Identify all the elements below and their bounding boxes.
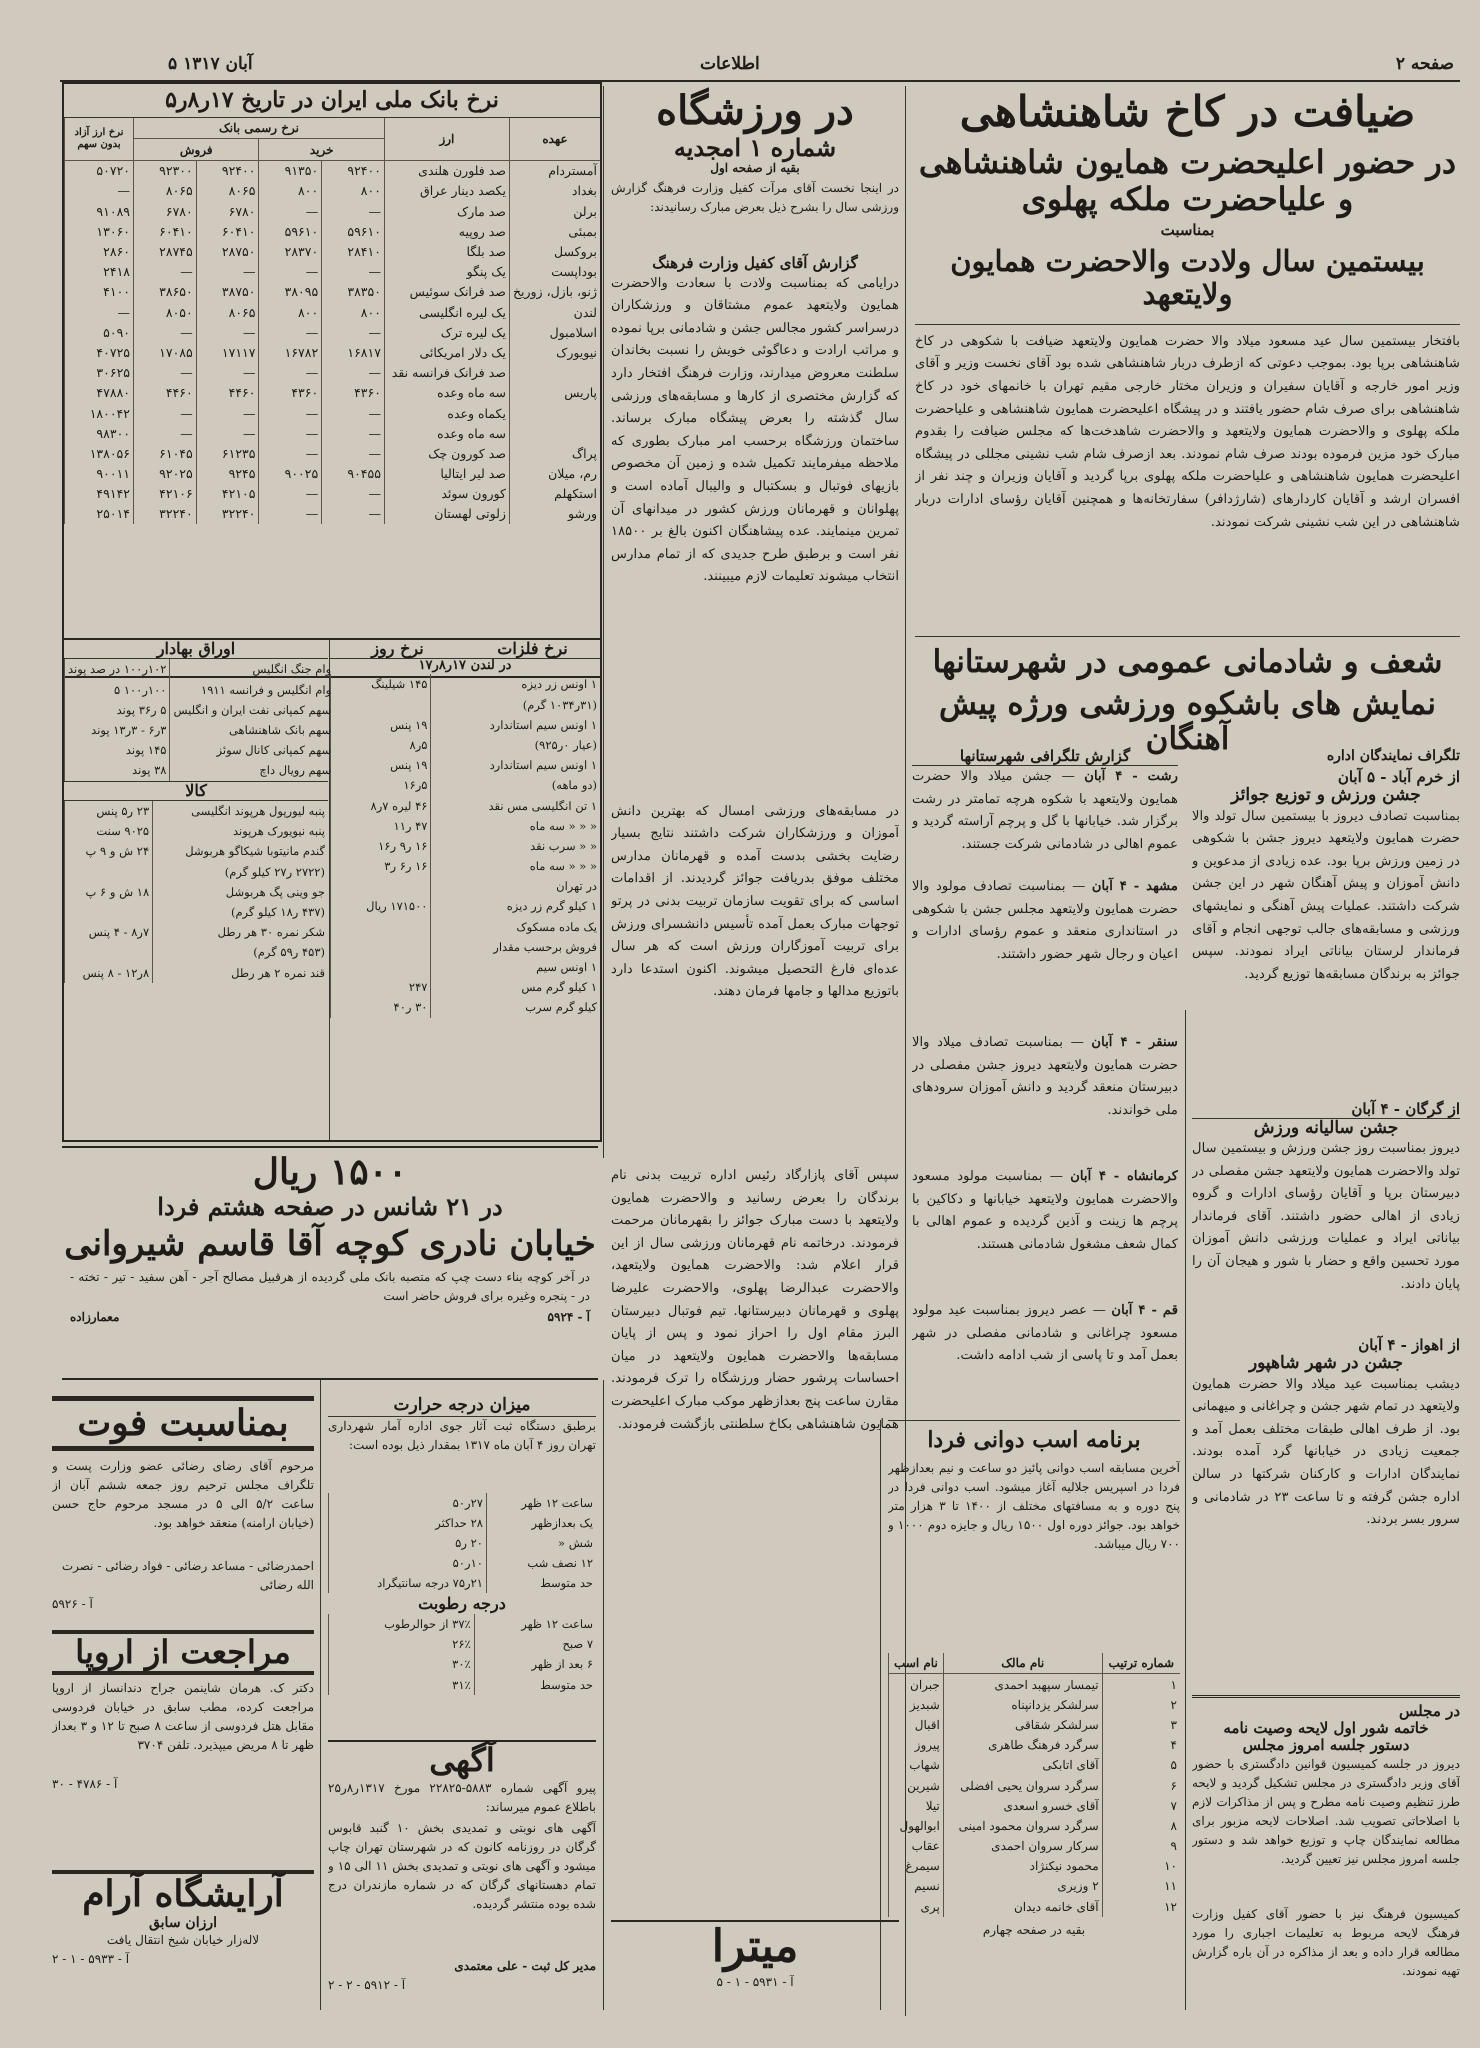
rate-row: رم، میلان صد لیر ایتالیا ۹۰۴۵۵ ۹۰۰۲۵ ۹۲۴۵ ۹۲۰۲۵ ۹۰۰۱۱ <box>65 463 601 483</box>
banquet-occasion: بمناسبت <box>1160 220 1215 239</box>
price-row: وام جنگ انگلیس ۱۰۲ر۱۰۰ در صد پوند <box>65 659 335 679</box>
majlis-body: دیروز در جلسه کمیسیون قوانین دادگستری با حضور آقای وزیر دادگستری در مجلس تشکیل گردید و لایحه طرز تنظیم وصیت نامه مطرح و پس از مذاکرات لازم با اصلاحاتی تصویب شد. اصلاحات لایحه مزبور برای مطالعه نمایندگان چاپ و توزیع خواهد شد و دستور جلسه امروز مجلس نیز تعیین گردید. <box>1192 1756 1460 1866</box>
price-row: شکر نمره ۳۰ هر رطل ۷ر۸ - ۴ پنس <box>65 922 329 942</box>
rate-row: برلن صد مارک — — ۶۷۸۰ ۶۷۸۰ ۹۱۰۸۹ <box>65 201 601 221</box>
qom-body: قم - ۴ آبان — عصر دیروز بمناسبت عید مولود مسعود چراغانی و شادمانی مفصلی در شهر بعمل آمد و تا پاسی از شب ادامه داشت. <box>912 1303 1178 1364</box>
price-row: « « سرب نقد ۱۶ ر۹ ر۱۶ <box>331 836 601 856</box>
celebration-right-column <box>1192 748 1460 1624</box>
horse-row: ۳ سرلشکر شقاقی اقبال <box>889 1715 1181 1735</box>
price-row: در تهران <box>331 876 601 896</box>
horse-row: ۵ آقای اتابکی شهاب <box>889 1755 1181 1775</box>
celebration-title-1: شعف و شادمانی عمومی در شهرستانها <box>932 644 1443 680</box>
lumber-ad-line2: در ۲۱ شانس در صفحه هشتم فردا <box>157 1192 503 1222</box>
metals-day-column: نرخ روز <box>371 639 424 658</box>
exchange-rates-box <box>62 82 602 678</box>
price-row: سهم بانک شاهنشاهی ۳ر۶ - ۳ر۱۳ پوند <box>65 720 335 740</box>
death-notice-family: احمدرضائی - مساعد رضائی - فواد رضائی - نصرت الله رضائی <box>61 1559 314 1593</box>
majlis-title-2: دستور جلسه امروز مجلس <box>1242 1736 1410 1755</box>
price-row: کیلو گرم سرب ۳۰ ر۴۰ <box>331 997 601 1017</box>
price-row: ۶ بعد از ظهر ۳۰٪ <box>329 1654 597 1674</box>
sports-title: در ورزشگاه <box>656 87 854 134</box>
majlis-section: در مجلس <box>1399 1702 1460 1720</box>
return-notice-body: دکتر ک. هرمان شاینمن جراح دندانساز از اروپا مراجعت کرده، مطب سابق در خیابان فردوسی مقابل هتل فردوسی از ساعت ۸ صبح تا ۱۲ و ۳ بعداز ظهر تا ۸ مریض میپذیرد. تلفن ۳۷۰۴ <box>52 1680 314 1752</box>
sports-intro: در اینجا نخست آقای مرآت کفیل وزارت فرهنگ گزارش ورزشی سال را بشرح ذیل بعرض مبارک رسانیدند: <box>611 181 899 215</box>
metals-london: در لندن ۱۷ر۸ر۱۷ <box>418 658 512 674</box>
banquet-subtitle-3: بیستمین سال ولادت والاحضرت همایون ولایتعهد <box>950 244 1425 312</box>
price-row: شش « ۲۰ ر۵ <box>329 1533 597 1553</box>
horse-row: ۶ سرگرد سروان یحیی افضلی شیرین <box>889 1775 1181 1795</box>
horse-race-intro: آخرین مسابقه اسب دوانی پائیز دو ساعت و نیم بعدازظهر فردا در اسپریس جلالیه آغاز میشود. اسب دوانی فردا در پنج دوره و به مسافتهای مختلف از ۱۴۰۰ تا ۳ هزار متر خواهد بود. جوائز دوره اول ۱۵۰۰ ریال و جایزه دوم ۱۰۰۰ و ۷۰۰ ریال میباشد. <box>888 1461 1180 1552</box>
death-notice-code: آ - ۵۹۲۶ <box>52 1597 93 1612</box>
sports-body-2: درایامی که بمناسبت ولادت با سعادت والاحضرت همایون ولایتعهد عموم مشتاقان و ورزشکاران درسراسر کشور مجالس جشن و شادمانی برپا نموده و مراتب ارادت و دعاگوئی خویش را نسبت بخاندان سلطنت معروض میدارند، وزارت فرهنگ افتخار دارد که گزارش مختصری از کارها و مسابقه‌های ورزشی سال گذشته را بعرض پیشگاه مبارک برساند. ساختمان ورزشگاه برحسب امر مبارک بطوری که ملاحظه میفرمایند تکمیل شده و زمین آن مخصوص بازیهای فوتبال و بسکتبال و والیبال آماده است و پهلوانان و قهرمانان ورزش کشور در میدانهای آن تمرین مینمایند. عده پیشاهنگان اکنون بالغ بر ۱۸۵۰۰ نفر است و برطبق طرح جدیدی که از تمام مدارس انتخاب میشوند تعلیمات لازم میبینند. <box>611 275 899 585</box>
goods-table <box>64 801 328 983</box>
lumber-ad-title: خیابان نادری کوچه آقا قاسم شیروانی <box>64 1223 596 1264</box>
mitra-ad-code: آ - ۵۹۳۱ - ۱ - ۵ <box>716 1974 794 1989</box>
horse-race-footer: بقیه در صفحه چهارم <box>982 1922 1086 1937</box>
price-row: « « « سه ماه ۴۷ ر۱۱ <box>331 816 601 836</box>
banquet-title: ضیافت در کاخ شاهنشاهی <box>959 87 1416 136</box>
temperature-intro: برطبق دستگاه ثبت آثار جوی اداره آمار شهرداری تهران روز ۴ آبان ماه ۱۳۱۷ بمقدار ذیل بوده است: <box>328 1418 596 1452</box>
horse-row: ۸ سرگرد سروان محمود امینی ابوالهول <box>889 1816 1181 1836</box>
lumber-ad-contact: معمارزاده <box>70 1310 120 1325</box>
price-row: ۷ صبح ۲۶٪ <box>329 1634 597 1654</box>
rate-row: بغداد یکصد دینار عراق ۸۰۰ ۸۰۰ ۸۰۶۵ ۸۰۶۵ — <box>65 181 601 201</box>
price-row: « « « سه ماه ۱۶ ر۶ ر۳ <box>331 856 601 876</box>
price-row: سهم رویال داچ ۳۸ پوند <box>65 760 335 780</box>
rate-row: بوداپست یک پنگو — — — — ۲۴۱۸ <box>65 262 601 282</box>
horse-row: ۴ سرگرد فرهنگ طاهری پیروز <box>889 1735 1181 1755</box>
salon-ad <box>52 1870 314 1969</box>
horse-row: ۱۰ محمود نیکنژاد سیمرغ <box>889 1856 1181 1876</box>
official-notice-sign: مدیر کل ثبت - علی معتمدی <box>454 1958 596 1973</box>
celebration-article <box>915 645 1460 758</box>
salon-ad-sub: ارزان سابق <box>148 1915 218 1932</box>
price-row: (۴۳۷ ر۱۸ کیلو گرم) <box>65 902 329 922</box>
sports-body-4: سپس آقای پازارگاد رئیس اداره تربیت بدنی نام برندگان را بعرض رسانید و والاحضرت همایون ولایتعهد با دست مبارک جوائز را بقهرمانان مرحمت فرمودند. درخاتمه نام قهرمانان ورزشی سال از این قرار اعلام شد: والاحضرت همایون ولایتعهد، والاحضرت عبدالرضا پهلوی، والاحضرت علیرضا پهلوی و قهرمانان دبیرستانها. تیم فوتبال دبیرستان البرز مقام اول را احراز نمود و پس از پایان مسابقه‌ها والاحضرت همایون ولایتعهد در میان احساسات پرشور حضار ورزشگاه را ترک فرمودند. مقارن ساعت پنج بعدازظهر موکب مبارک اعلیحضرت همایون شاهنشاهی بکاخ سلطنتی بازگشت فرمودند. <box>611 1168 899 1432</box>
return-notice-title: مراجعت از اروپا <box>52 1630 314 1675</box>
official-notice-body: آگهی های نوبتی و تمدیدی بخش ۱۰ گنبد قابوس گرگان در روزنامه کانون که در شهرستان تهران چاپ میشود و آگهی های نوبتی و تمدیدی بخش ۱۱ الی ۱۵ و تمام دهستانهای گرگان که در شماره مازندران درج شده بوده منتشر گردیده. <box>328 1820 596 1911</box>
horse-row: ۱ تیمسار سپهبد احمدی جبران <box>889 1674 1181 1695</box>
metals-table <box>330 674 600 1017</box>
temperature-box <box>328 1396 596 1695</box>
lumber-ad-body: در آخر کوچه بناء دست چپ که متصبه بانک ملی گردیده از هرقبیل مصالح آجر - آهن سفید - تیر - تخته - در - پنجره وغیره برای فروش حاضر است <box>70 1270 590 1304</box>
khorram-subheading: جشن ورزش و توزیع جوائز <box>1231 785 1421 805</box>
price-row: گندم مانیتوبا شیکاگو هربوشل ۲۴ ش و ۹ پ <box>65 841 329 861</box>
bonds-section <box>64 639 332 1140</box>
metals-bonds-box <box>62 638 602 1142</box>
rasht-body: رشت - ۴ آبان — جشن میلاد والا حضرت همایون ولایتعهد با شکوه هرچه تمامتر در رشت برگزار شد. خیابانها با گل و پرچم آراسته گردید و عموم اهالی در شادمانی شرکت جستند. <box>912 769 1178 853</box>
gorgan-heading: از گرگان - ۴ آبان <box>1351 1099 1460 1118</box>
metals-title: نرخ فلزات <box>497 639 568 658</box>
horse-race <box>888 1420 1180 1940</box>
goods-title: کالا <box>64 781 328 801</box>
price-row: (۴۵۳ ر۵۹ گرم) <box>65 942 329 962</box>
banquet-subtitle-1: در حضور اعلیحضرت همایون شاهنشاهی <box>918 143 1457 182</box>
page-number: صفحه ۲ <box>1395 54 1454 74</box>
city-reports-column <box>912 748 1178 1410</box>
majlis-title-1: خاتمه شور اول لایحه وصیت نامه <box>1223 1719 1429 1737</box>
gorgan-subheading: جشن سالیانه ورزش <box>1192 1118 1460 1139</box>
horse-row: ۱۱ ۲ وزیری نسیم <box>889 1876 1181 1896</box>
rate-row: استکهلم کورون سوئد — — ۴۲۱۰۵ ۴۲۱۰۶ ۴۹۱۴۲ <box>65 484 601 504</box>
horse-row: ۱۲ آقای خانمه دیدان پری <box>889 1897 1181 1917</box>
rate-row: پراگ صد کورون چک — — ۶۱۲۳۵ ۶۱۰۴۵ ۱۳۸۰۵۶ <box>65 443 601 463</box>
issue-date: ۵ آبان ۱۳۱۷ <box>168 54 253 74</box>
sports-article <box>611 88 899 1163</box>
price-row: یک ماده مسکوک <box>331 917 601 937</box>
price-row: ساعت ۱۲ ظهر ۳۷٪ از حوالرطوب <box>329 1614 597 1634</box>
price-row: جو وینی پگ هربوشل ۱۸ ش و ۶ پ <box>65 882 329 902</box>
mashhad-body: مشهد - ۴ آبان — بمناسبت تصادف مولود والا حضرت همایون ولایتعهد مجلس جشن با شکوهی در استانداری منعقد و عموم رؤسای ادارات و اعیان و رجال شهر حضور داشتند. <box>912 879 1178 963</box>
price-row: ۱ کیلو گرم مس ۲۴۷ <box>331 977 601 997</box>
city-reports-heading: گزارش تلگرافی شهرستانها <box>912 748 1178 766</box>
horse-race-table: شماره ترتیب نام مالک نام اسب ۱ تیمسار سپهبد احمدی جبران ۲ سرلشکر یزدانپناه شبدیز ۳ سرلشکر شقاقی اقبال ۴ سرگرد فرهنگ طاهری پیروز ۵ آقای اتابکی شهاب ۶ سرگرد سروان یحیی افضلی شیرین ۷ آقای خسرو اسعدی تیلا ۸ سرگرد سروان محمود امینی ابوالهول ۹ سرکار سروان احمدی عقاب ۱۰ محمود نیکنژاد سیمرغ ۱۱ ۲ وزیری نسیم ۱۲ آقای خانمه دیدان پری <box>888 1653 1180 1916</box>
metals-section <box>329 640 600 1140</box>
mitra-ad-title: میترا <box>711 1921 799 1972</box>
rate-row: صد فرانک فرانسه نقد — — — — ۳۰۶۲۵ <box>65 363 601 383</box>
official-notice-title: آگهی <box>328 1740 596 1779</box>
price-row: پنبه لیورپول هرپوند انگلیسی ۲۳ ر۵ پنس <box>65 801 329 821</box>
death-notice-body: مرحوم آقای رضای رضائی عضو وزارت پست و تلگراف مجلس ترحیم روز جمعه ششم آبان از ساعت ۵/۲ الی ۵ در مسجد مرحوم حاج حسن (خیابان ارامنه) منعقد خواهد بود. <box>52 1459 314 1531</box>
majlis-extra: کمیسیون فرهنگ نیز با حضور آقای کفیل وزارت فرهنگ لایحه مربوط به تعلیمات اجباری را مورد مطالعه قرار داده و بعد از مذاکره در آن باره گزارش تهیه نمودند. <box>1192 1906 1460 1978</box>
price-row: قند نمره ۲ هر رطل ۸ر۱۲ - ۸ پنس <box>65 962 329 982</box>
price-row: ۱ تن انگلیسی مس نقد ۴۶ لیره ۷ر۸ <box>331 795 601 815</box>
rate-row: ژنو، بازل، زوریخ صد فرانک سوئیس ۳۸۳۵۰ ۳۸۰۹۵ ۳۸۷۵۰ ۳۸۶۵۰ ۴۱۰۰ <box>65 282 601 302</box>
newspaper-name: اطلاعات <box>700 54 760 74</box>
rate-row: بروکسل صد بلگا ۲۸۴۱۰ ۲۸۳۷۰ ۲۸۷۵۰ ۲۸۷۴۵ ۲۸۶۰ <box>65 241 601 261</box>
gorgan-body: دیروز بمناسبت روز جشن ورزش و بیستمین سال تولد والاحضرت همایون ولایتعهد جشن مفصلی در دبیرستان برپا و آقایان رؤسای ادارات و گروه زیادی از اهالی حضور داشتند. آقای فرماندار بیاناتی ایراد و عملیات ورزشی دانش آموزان مورد تحسین واقع و حضار با شور و هیجان آن را پایان دادند. <box>1192 1141 1460 1292</box>
horse-row: ۲ سرلشکر یزدانپناه شبدیز <box>889 1695 1181 1715</box>
death-notice <box>52 1396 314 1614</box>
rate-row: سه ماه وعده — — — — ۹۸۳۰۰ <box>65 423 601 443</box>
horse-row: ۹ سرکار سروان احمدی عقاب <box>889 1836 1181 1856</box>
horse-row: ۷ آقای خسرو اسعدی تیلا <box>889 1796 1181 1816</box>
salon-ad-body: لاله‌زار خیابان شیخ انتقال یافت <box>106 1933 260 1948</box>
price-row: پنبه نیویورک هرپوند ۹۰۲۵ سنت <box>65 821 329 841</box>
return-notice <box>52 1630 314 1794</box>
rate-row: یکماه وعده — — — — ۱۸۰۰۴۲ <box>65 403 601 423</box>
ahvaz-heading: از اهواز - ۴ آبان <box>1358 1336 1460 1355</box>
price-row: ۱ کیلو گرم زر دیزه ۱۷۱۵۰۰ ریال <box>331 896 601 916</box>
mitra-ad <box>611 1920 899 2012</box>
rates-table: عهده ارز نرخ رسمی بانک نرخ ارز آزاد بدون سهم خرید فروش آمستردام صد فلورن هلندی ۹۲۴۰۰ ۹۱۳۵۰ ۹۲۴۰۰ ۹۲۳۰۰ ۵۰۷۲۰ بغداد یکصد دینار عراق ۸۰۰ ۸۰۰ ۸۰۶۵ ۸۰۶۵ — برلن صد مارک — — ۶۷۸۰ ۶۷۸۰ ۹۱۰۸۹ بمبئی صد روپیه ۵۹۶۱۰ ۵۹۶۱۰ ۶۰۴۱۰ ۶۰۴۱۰ ۱۳۰۶۰ بروکسل صد بلگا ۲۸۴۱۰ ۲۸۳۷۰ ۲۸۷۵۰ ۲۸۷۴۵ ۲۸۶۰ بوداپست یک پنگو — — — — ۲۴۱۸ ژنو، بازل، زوریخ صد فرانک سوئیس ۳۸۳۵۰ ۳۸۰۹۵ ۳۸۷۵۰ ۳۸۶۵۰ ۴۱۰۰ لندن یک لیره انگلیسی ۸۰۰ ۸۰۰ ۸۰۶۵ ۸۰۵۰ — اسلامبول یک لیره ترک — — — — ۵۰۹۰ نیویورک یک دلار امریکائی ۱۶۸۱۷ ۱۶۷۸۲ ۱۷۱۱۷ ۱۷۰۸۵ ۴۰۷۲۵ صد فرانک فرانسه نقد — — — — ۳۰۶۲۵ پاریس سه ماه وعده ۴۳۶۰ ۴۳۶۰ ۴۴۶۰ ۴۴۶۰ ۴۷۸۸۰ یکماه وعده — — — — ۱۸۰۰۴۲ سه ماه وعده — — — — ۹۸۳۰۰ پراگ صد کورون چک — — ۶۱۲۳۵ ۶۱۰۴۵ ۱۳۸۰۵۶ رم، میلان صد لیر ایتالیا ۹۰۴۵۵ ۹۰۰۲۵ ۹۲۴۵ ۹۲۰۲۵ ۹۰۰۱۱ استکهلم کورون سوئد — — ۴۲۱۰۵ ۴۲۱۰۶ ۴۹۱۴۲ ورشو زلوتی لهستان — — ۳۲۲۴۰ ۳۲۲۴۰ ۲۵۰۱۴ <box>64 118 600 524</box>
rate-row: اسلامبول یک لیره ترک — — — — ۵۰۹۰ <box>65 322 601 342</box>
sports-subtitle: شماره ۱ امجدیه <box>673 133 837 162</box>
rate-row: ورشو زلوتی لهستان — — ۳۲۲۴۰ ۳۲۲۴۰ ۲۵۰۱۴ <box>65 504 601 524</box>
lumber-ad-code: آ - ۵۹۲۴ <box>547 1310 590 1325</box>
official-notice-ref: پیرو آگهی شماره ۵۸۸۳-۲۲۸۲۵ مورخ ۱۳۱۷ر۸ر۲۵ باطلاع عموم میرساند: <box>328 1780 596 1814</box>
price-row: حد متوسط ۳۱٪ <box>329 1674 597 1694</box>
ahvaz-subheading: جشن در شهر شاهپور <box>1248 1353 1404 1374</box>
price-row: ۱ اونس سیم استاندارد ۱۹ پنس <box>331 755 601 775</box>
ahvaz-body: دیشب بمناسبت عید میلاد والا حضرت همایون ولایتعهد در تمام شهر جشن و چراغانی و میهمانی بود. از طرف اهالی طبقات مختلف بعمل آمد و جمعیت زیادی در خیابانها گرد آمده بودند. نمایندگان ادارات و کارکنان شرکتها در سالن اداره جشن گرفته و تا ساعت ۲۳ در شادمانی و سرور بسر بردند. <box>1192 1376 1460 1528</box>
bonds-title: اوراق بهادار <box>64 640 328 659</box>
temperature-table <box>328 1493 596 1594</box>
rate-row: پاریس سه ماه وعده ۴۳۶۰ ۴۳۶۰ ۴۴۶۰ ۴۴۶۰ ۴۷۸۸۰ <box>65 383 601 403</box>
salon-ad-code: آ - ۵۹۳۳ - ۱ - ۲ <box>52 1952 130 1967</box>
return-notice-code: آ - ۴۷۸۶ - ۳۰ <box>52 1776 118 1791</box>
sports-body-3: در مسابقه‌های ورزشی امسال که بهترین دانش آموزان و ورزشکاران شرکت داشتند نتایج بسیار رضایت بخشی بدست آمده و قهرمانان مدارس مختلف موفق بدریافت جوائز گردیدند. از اقدامات اساسی که برای تقویت سازمان تربیت بدنی در پرتو توجهات مبارک بعمل آمده تأسیس دانشسرای ورزش برای تربیت آموزگاران ورزش است که هر سال عده‌ای فارغ التحصیل میشوند. اکنون استدعا دارد باتوزیع مدالها و جامها فرمان دهند. <box>611 803 899 1000</box>
sports-continued: بقیه از صفحه اول <box>710 160 800 175</box>
humidity-title: درجه رطوبت <box>418 1594 506 1614</box>
khorram-heading: از خرم آباد - ۵ آبان <box>1337 768 1460 786</box>
lumber-ad <box>62 1146 598 1380</box>
rates-title: نرخ بانک ملی ایران در تاریخ ۱۷ر۸ر۵ <box>64 84 600 118</box>
rate-row: لندن یک لیره انگلیسی ۸۰۰ ۸۰۰ ۸۰۶۵ ۸۰۵۰ — <box>65 302 601 322</box>
price-row: (۳۱ر۱۰۳۴ گرم) <box>331 695 601 715</box>
bonds-table <box>64 659 334 780</box>
humidity-table <box>328 1614 596 1695</box>
horse-race-title: برنامه اسب دوانی فردا <box>927 1427 1141 1453</box>
price-row: (۲۷۲۲ ر۲۷ کیلو گرم) <box>65 861 329 881</box>
rate-row: آمستردام صد فلورن هلندی ۹۲۴۰۰ ۹۱۳۵۰ ۹۲۴۰۰ ۹۲۳۰۰ ۵۰۷۲۰ <box>65 160 601 181</box>
death-notice-title: بمناسبت فوت <box>52 1396 314 1451</box>
sports-article-cont <box>611 1165 899 2005</box>
price-row: حد متوسط ۲۱ر۷۵ درجه سانتیگراد <box>329 1573 597 1593</box>
sonqor-body: سنقر - ۴ آبان — بمناسبت تصادف میلاد والا حضرت همایون ولایتعهد دیروز جشن مفصلی در دبیرستان منعقد گردید و دانش آموزان سرودهای ملی خواندند. <box>912 1035 1178 1119</box>
price-row: ساعت ۱۲ ظهر ۲۷ر۵۰ <box>329 1493 597 1513</box>
banquet-article <box>915 88 1460 641</box>
banquet-body: بافتخار بیستمین سال عید مسعود میلاد والا حضرت همایون ولایتعهد ضیافت با شکوهی در کاخ شاهنشاهی برپا بود. بموجب دعوتی که ازطرف دربار شاهنشاهی شده بود آقای نخست وزیر و آقای وزیر امور خارجه و آقایان سفیران و وزیران مختار خارجی مقیم تهران با خانمهای خود در کاخ شاهنشاهی برای صرف شام حضور یافتند و در پیشگاه اعلیحضرت همایون شاهنشاهی و علیاحضرت ملکه پهلوی و والاحضرت همایون ولایتعهد و والاحضرت شاهدخت‌ها که مجلس ضیافت را بقدوم مبارک خود مزین فرموده بودند صرف شام نمودند. بعد ازصرف شام شب نشینی مجللی در پیشگاه اعلیحضرت همایون شاهنشاهی و علیاحضرت ملکه پهلوی برپا گردید و آقایان وزیران و چند نفر از افسران ارشد و آقایان کاردارهای (شارژدافر) سفارتخانه‌ها و همچنین آقایان رؤسای ادارات دربار شاهنشاهی در این شب نشینی شرکت نمودند. <box>915 324 1460 641</box>
rate-row: نیویورک یک دلار امریکائی ۱۶۸۱۷ ۱۶۷۸۲ ۱۷۱۱۷ ۱۷۰۸۵ ۴۰۷۲۵ <box>65 342 601 362</box>
salon-ad-title: آرایشگاه آرام <box>52 1870 314 1915</box>
banquet-subtitle-2: و علیاحضرت ملکه پهلوی <box>1021 180 1354 219</box>
rate-row: بمبئی صد روپیه ۵۹۶۱۰ ۵۹۶۱۰ ۶۰۴۱۰ ۶۰۴۱۰ ۱۳۰۶۰ <box>65 221 601 241</box>
official-notice <box>328 1740 596 1995</box>
price-row: وام انگلیس و فرانسه ۱۹۱۱ ۱۰۰ر۱۰۰ ۵ <box>65 680 335 700</box>
telegraph-label: تلگراف نمایندگان اداره <box>1326 748 1460 764</box>
price-row: فروش برحسب مقدار <box>331 937 601 957</box>
sports-report-title: گزارش آقای کفیل وزارت فرهنگ <box>652 254 858 273</box>
price-row: سهم کمپانی کانال سوئز ۱۴۵ پوند <box>65 740 335 760</box>
price-row: ۱ اونس زر دیزه ۱۴۵ شیلینگ <box>331 674 601 694</box>
price-row: (عیار ۰ر۹۲۵) ۵ر۸ <box>331 735 601 755</box>
official-notice-code: آ - ۵۹۱۲ - ۲ - ۲ <box>328 1977 406 1992</box>
price-row: ۱ اونس سیم استاندارد ۱۹ پنس <box>331 715 601 735</box>
page-header <box>60 52 1460 82</box>
price-row: سهم کمپانی نفت ایران و انگلیس ۵ ر۳۶ پوند <box>65 700 335 720</box>
lumber-ad-price: ۱۵۰۰ ریال <box>252 1151 408 1193</box>
celebration-title-2: نمایش های باشکوه ورزشی ورژه پیش آهنگان <box>939 685 1436 758</box>
price-row: ۱ اونس سیم <box>331 957 601 977</box>
price-row: ۱۲ نصف شب ۱۰ر۵۰ <box>329 1553 597 1573</box>
temperature-title: میزان درجه حرارت <box>328 1396 596 1417</box>
kermanshah-body: کرمانشاه - ۴ آبان — بمناسبت مولود مسعود والاحضرت همایون ولایتعهد خیابانها و دکاکین با پرچم ها زینت و آذین گردیده و عموم اهالی با کمال شعف مشغول شادمانی هستند. <box>912 1169 1178 1253</box>
majlis-article <box>1192 1695 1460 2001</box>
price-row: یک بعدازظهر ۲۸ حداکثر <box>329 1513 597 1533</box>
price-row: (دو ماهه) ۵ر۱۶ <box>331 775 601 795</box>
khorram-body: بمناسبت تصادف دیروز با بیستمین سال تولد والا حضرت همایون ولایتعهد دیروز جشن با شکوهی در زمین ورزش برپا بود. عده زیادی از مدعوین و دانش آموزان و پیش آهنگان شهر در این جشن شرکت داشتند. عملیات پیش آهنگی و نمایشهای ورزشی و مسابقه‌های جالب توجهی انجام و آقای فرماندار لرستان بیاناتی ایراد نمودند. سپس جوائز به برندگان مسابقه‌ها توزیع گردید. <box>1192 808 1460 982</box>
